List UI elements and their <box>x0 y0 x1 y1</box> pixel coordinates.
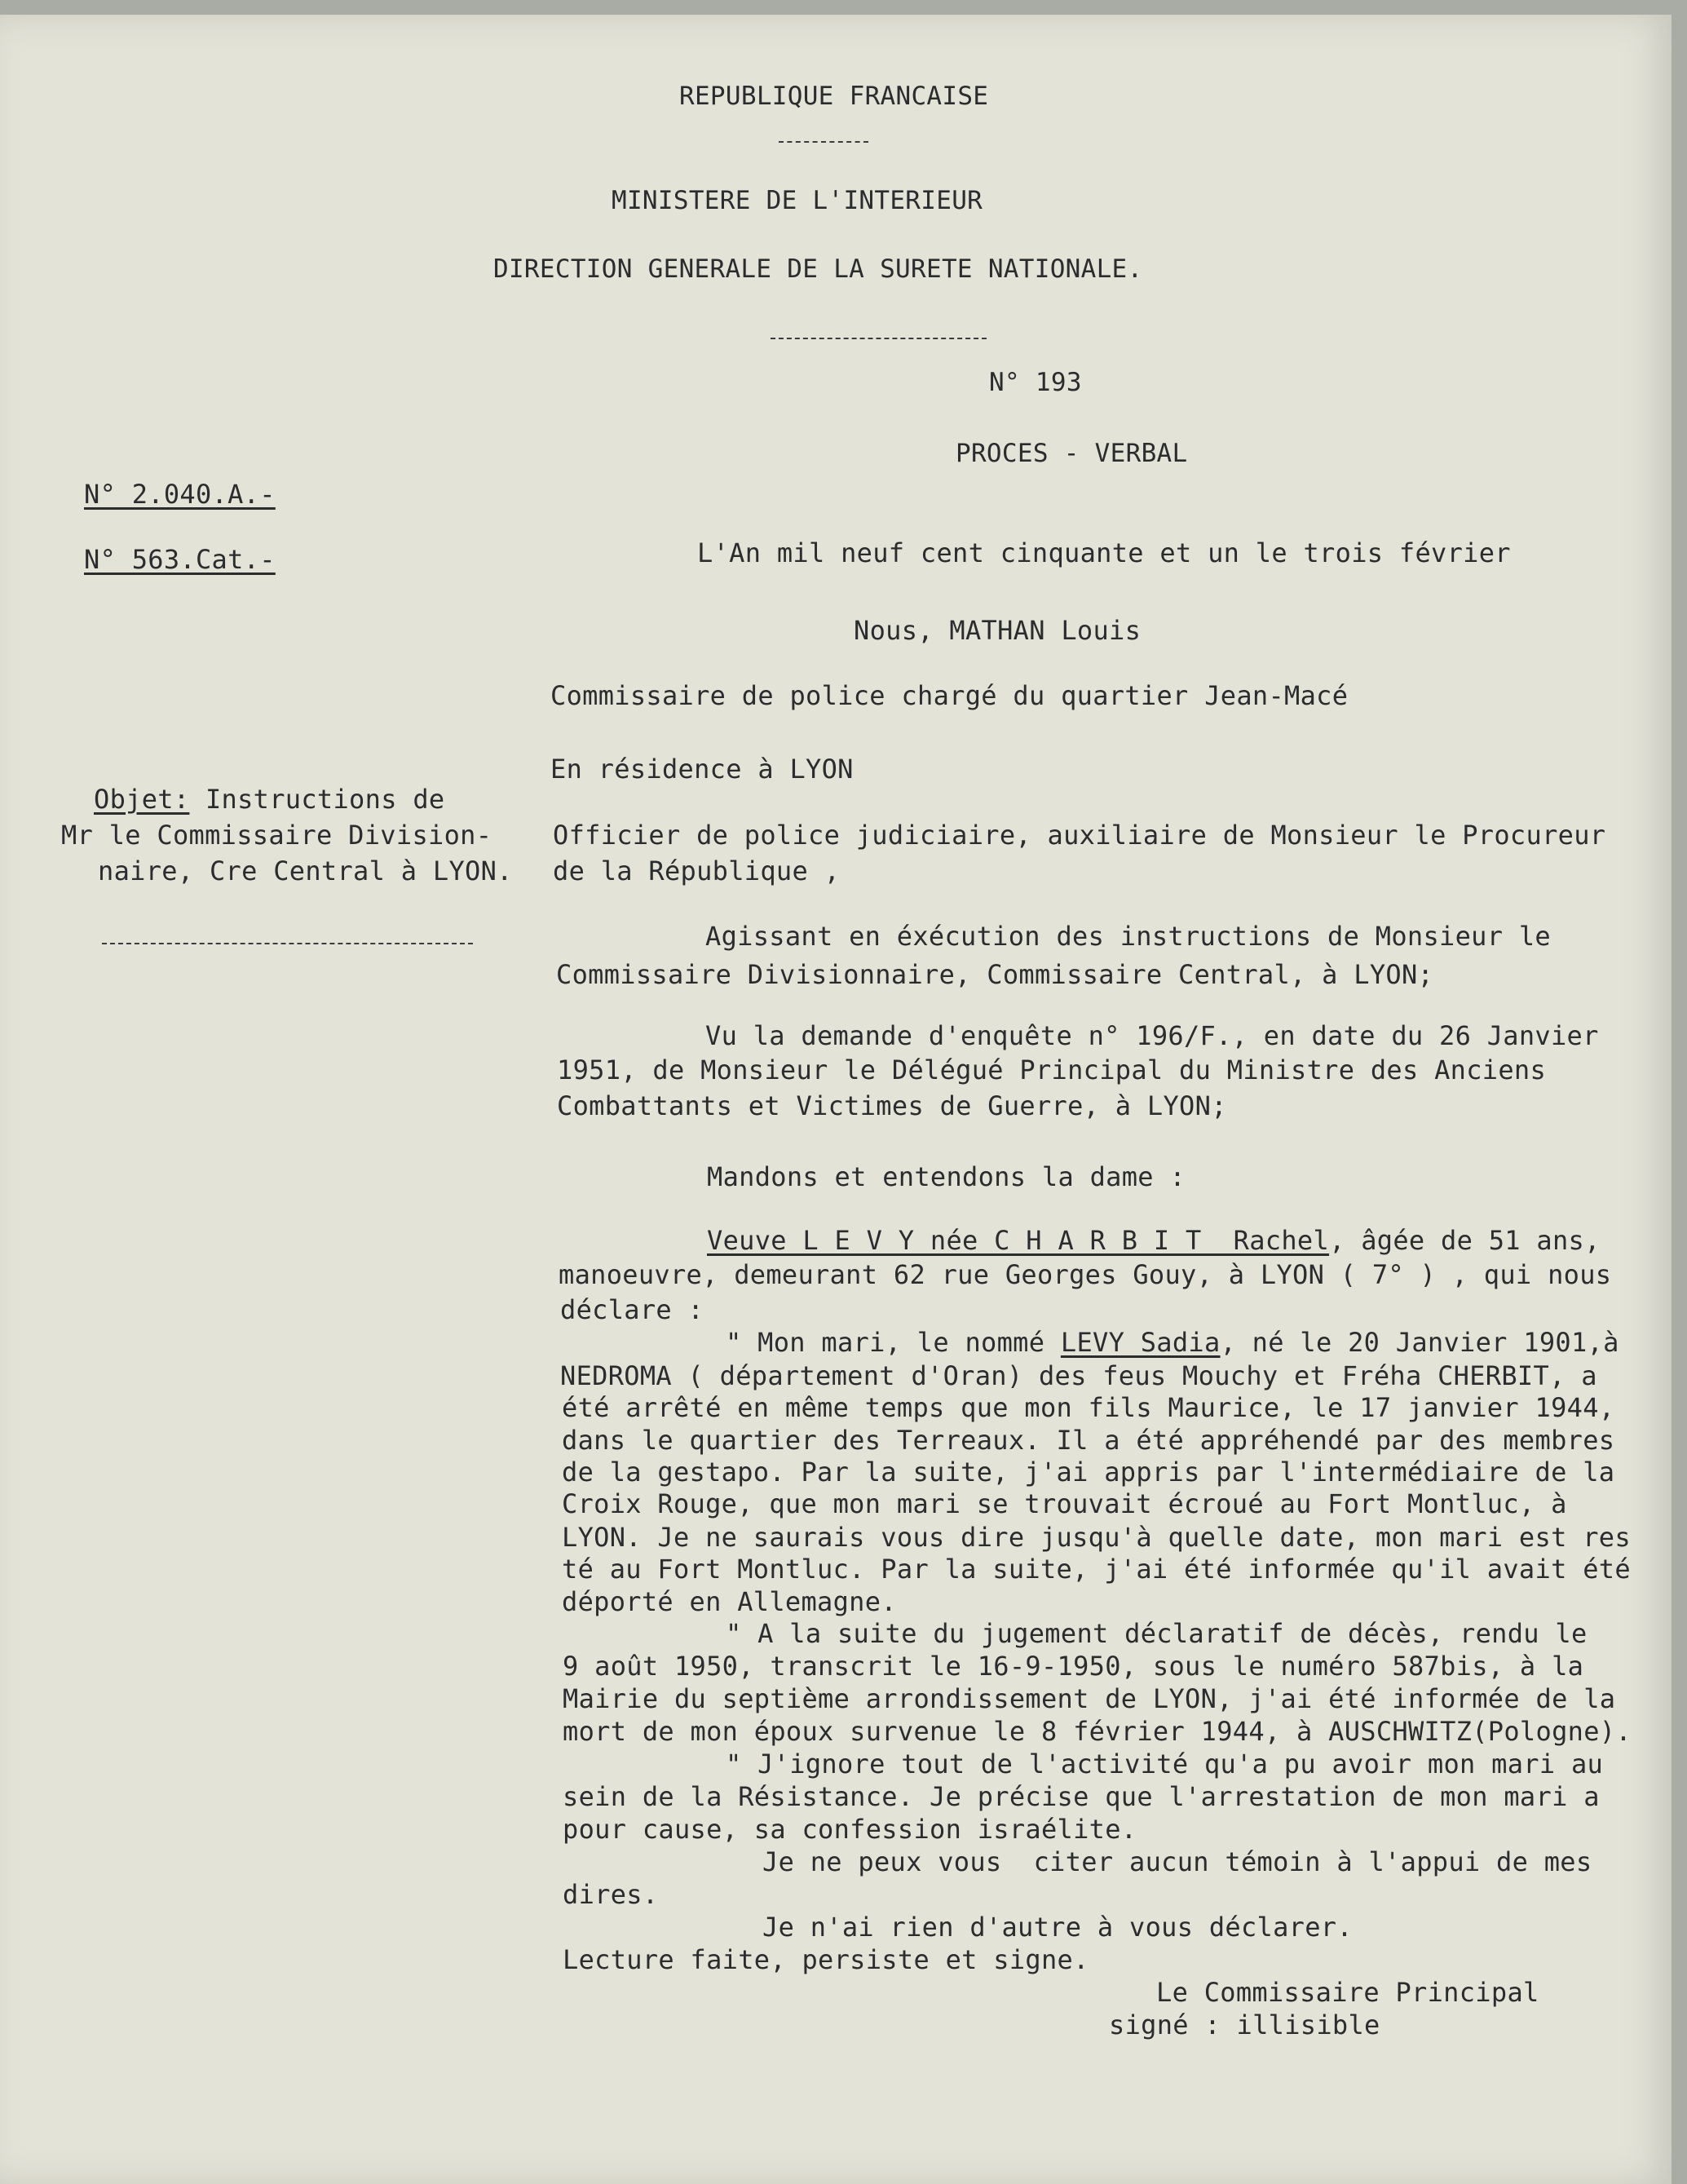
text-line: de la République , <box>553 855 841 886</box>
header-ministry: MINISTERE DE L'INTERIEUR <box>612 186 983 215</box>
text-line: déporté en Allemagne. <box>562 1586 897 1617</box>
text-line: En résidence à LYON <box>550 754 854 785</box>
signature-status: signé : illisible <box>1109 2009 1380 2040</box>
objet-rule <box>102 943 473 944</box>
statement-text: , né le 20 Janvier 1901,à <box>1220 1327 1619 1358</box>
text-line: Mandons et entendons la dame : <box>707 1161 1186 1192</box>
text-line: té au Fort Montluc. Par la suite, j'ai été informée qu'il avait été <box>562 1554 1631 1585</box>
text-line: déclare : <box>560 1294 704 1325</box>
text-line: " A la suite du jugement déclaratif de décès, rendu le <box>726 1618 1588 1649</box>
objet-line: naire, Cre Central à LYON. <box>98 855 513 886</box>
husband-name: LEVY Sadia <box>1060 1327 1221 1358</box>
header-divider <box>779 141 868 143</box>
declarant-name: Veuve L E V Y née C H A R B I T Rachel <box>707 1225 1330 1256</box>
text-line: Nous, MATHAN Louis <box>854 615 1142 646</box>
text-line: NEDROMA ( département d'Oran) des feus Mouchy et Fréha CHERBIT, a <box>560 1360 1597 1391</box>
text-line: 9 août 1950, transcrit le 16-9-1950, sous le numéro 587bis, à la <box>563 1651 1584 1682</box>
text-line: pour cause, sa confession israélite. <box>563 1814 1137 1845</box>
document-page <box>0 15 1672 2184</box>
statement-line <box>726 1326 1619 1359</box>
text-line: été arrêté en même temps que mon fils Maurice, le 17 janvier 1944, <box>562 1392 1615 1423</box>
signature-title: Le Commissaire Principal <box>1156 1977 1539 2008</box>
text-line: Commissaire Divisionnaire, Commissaire Central, à LYON; <box>556 959 1434 990</box>
text-line: sein de la Résistance. Je précise que l'arrestation de mon mari a <box>563 1781 1600 1812</box>
text-line: Croix Rouge, que mon mari se trouvait écroué au Fort Montluc, à <box>562 1488 1567 1519</box>
reference-number-2: N° 563.Cat.- <box>84 544 276 575</box>
header-direction: DIRECTION GENERALE DE LA SURETE NATIONALE. <box>493 254 1143 284</box>
header-rule <box>771 338 987 339</box>
declarant-line <box>707 1224 1601 1257</box>
text-line: " J'ignore tout de l'activité qu'a pu avoir mon mari au <box>726 1749 1604 1779</box>
text-line: Officier de police judiciaire, auxiliaire de Monsieur le Procureur <box>553 820 1606 851</box>
text-line: Je ne peux vous citer aucun témoin à l'appui de mes <box>762 1846 1592 1877</box>
header-republic: REPUBLIQUE FRANCAISE <box>679 82 989 111</box>
statement-text: " Mon mari, le nommé <box>726 1327 1061 1358</box>
text-line: Commissaire de police chargé du quartier Jean-Macé <box>550 680 1349 711</box>
declarant-age: , âgée de 51 ans, <box>1329 1225 1601 1256</box>
objet-line: Mr le Commissaire Division- <box>61 820 492 851</box>
text-line: Combattants et Victimes de Guerre, à LYON; <box>557 1090 1227 1121</box>
text-line: manoeuvre, demeurant 62 rue Georges Gouy, à LYON ( 7° ) , qui nous <box>559 1259 1612 1290</box>
text-line: dans le quartier des Terreaux. Il a été appréhendé par des membres <box>562 1425 1615 1456</box>
text-line: Mairie du septième arrondissement de LYON, j'ai été informée de la <box>563 1683 1616 1714</box>
text-line: LYON. Je ne saurais vous dire jusqu'à quelle date, mon mari est res <box>562 1522 1631 1553</box>
text-line: dires. <box>563 1879 659 1910</box>
text-line: Je n'ai rien d'autre à vous déclarer. <box>762 1912 1353 1943</box>
text-line: Lecture faite, persiste et signe. <box>563 1944 1089 1975</box>
text-line: mort de mon époux survenue le 8 février 1944, à AUSCHWITZ(Pologne). <box>563 1716 1632 1747</box>
bleed-through-text <box>0 104 1672 170</box>
text-line: Vu la demande d'enquête n° 196/F., en date du 26 Janvier <box>705 1020 1599 1051</box>
text-line: 1951, de Monsieur le Délégué Principal du Ministre des Anciens <box>557 1054 1547 1085</box>
text-line: L'An mil neuf cent cinquante et un le trois février <box>697 537 1511 568</box>
reference-number-1: N° 2.040.A.- <box>84 479 276 510</box>
text-line: de la gestapo. Par la suite, j'ai appris par l'intermédiaire de la <box>562 1457 1615 1488</box>
document-number: N° 193 <box>989 368 1082 397</box>
objet-block <box>94 783 444 816</box>
text-line: Agissant en éxécution des instructions de Monsieur le <box>705 921 1551 952</box>
objet-label: Objet: <box>94 784 190 815</box>
objet-line: Instructions de <box>189 784 445 815</box>
document-type: PROCES - VERBAL <box>956 439 1188 468</box>
